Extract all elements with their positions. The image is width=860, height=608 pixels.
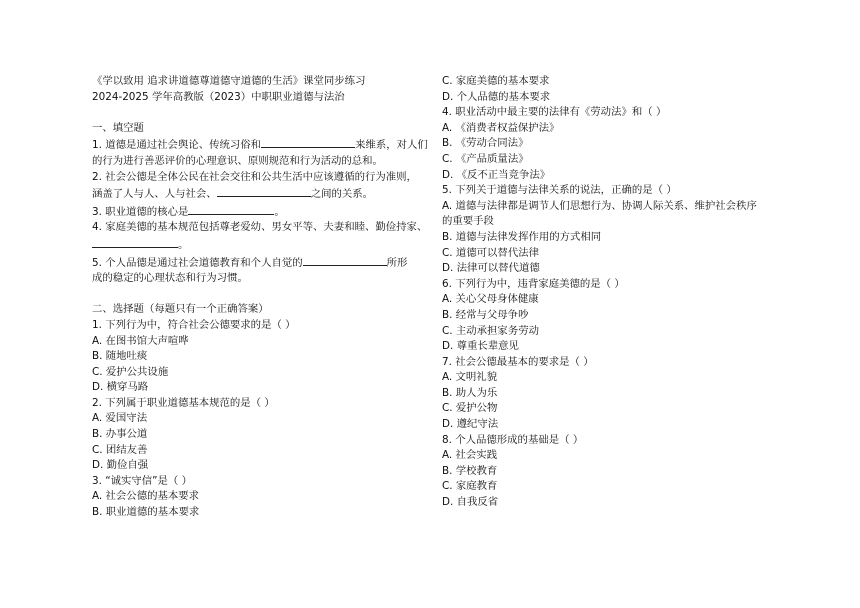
fill-question-2-cont: 涵盖了人与人、人与社会、 之间的关系。 — [92, 185, 422, 203]
choice-question-4: 4. 职业活动中最主要的法律有《劳动法》和（ ） — [442, 106, 667, 119]
choice-option[interactable]: A. 文明礼貌 — [442, 371, 498, 384]
fill-question-5: 5. 个人品德是通过社会道德教育和个人自觉的 所形 — [92, 254, 422, 272]
choice-question-8: 8. 个人品德形成的基础是（ ） — [442, 433, 584, 446]
left-column — [92, 74, 428, 521]
choice-option[interactable]: D. 个人品德的基本要求 — [442, 90, 551, 103]
fill-section-heading: 一、填空题 — [92, 121, 144, 134]
fill-question-4: 4. 家庭美德的基本规范包括尊老爱幼、男女平等、夫妻和睦、勤俭持家、 — [92, 221, 428, 234]
answer-blank[interactable] — [217, 185, 311, 197]
choice-option[interactable]: C. 爱护公物 — [442, 402, 498, 415]
fill-question-2: 2. 社会公德是全体公民在社会交往和公共生活中应该遵循的行为准则， — [92, 170, 417, 183]
choice-section-heading: 二、选择题（每题只有一个正确答案） — [92, 303, 269, 316]
choice-option[interactable]: A. 道德与法律都是调节人们思想行为、协调人际关系、维护社会秩序 — [442, 199, 757, 212]
choice-option[interactable]: B. 随地吐痰 — [92, 350, 148, 363]
choice-option[interactable]: D. 横穿马路 — [92, 381, 149, 394]
choice-option[interactable]: D. 遵纪守法 — [442, 418, 499, 431]
document-subtitle: 2024-2025 学年高教版（2023）中职职业道德与法治 — [92, 90, 345, 103]
fill-question-4-cont: 。 — [92, 236, 422, 254]
choice-option[interactable]: A. 社会实践 — [442, 449, 498, 462]
choice-option[interactable]: C. 家庭美德的基本要求 — [442, 75, 550, 87]
choice-option-cont: 的重要手段 — [442, 215, 494, 228]
choice-option[interactable]: D. 勤俭自强 — [92, 459, 149, 472]
choice-option[interactable]: C. 家庭教育 — [442, 480, 498, 493]
choice-option[interactable]: C. 爱护公共设施 — [92, 365, 169, 378]
choice-question-6: 6. 下列行为中，违背家庭美德的是（ ） — [442, 277, 625, 290]
fill-question-3: 3. 职业道德的核心是 。 — [92, 203, 422, 221]
choice-option[interactable]: D. 《反不正当竞争法》 — [442, 168, 551, 181]
choice-question-2: 2. 下列属于职业道德基本规范的是（ ） — [92, 396, 275, 409]
answer-blank[interactable] — [261, 136, 355, 148]
choice-option[interactable]: B. 学校教育 — [442, 464, 498, 477]
choice-option[interactable]: C. 《产品质量法》 — [442, 152, 529, 165]
choice-option[interactable]: B. 道德与法律发挥作用的方式相同 — [442, 230, 602, 243]
choice-option[interactable]: B. 职业道德的基本要求 — [92, 506, 200, 519]
choice-option[interactable]: C. 主动承担家务劳动 — [442, 324, 539, 337]
right-column — [442, 74, 782, 511]
choice-option[interactable]: B. 办事公道 — [92, 428, 148, 441]
choice-question-3: 3. “诚实守信”是（ ） — [92, 474, 193, 487]
choice-option[interactable]: A. 在图书馆大声喧哗 — [92, 334, 189, 347]
choice-option[interactable]: A. 关心父母身体健康 — [442, 293, 539, 306]
choice-option[interactable]: D. 自我反省 — [442, 496, 499, 509]
answer-blank[interactable] — [188, 203, 274, 215]
choice-question-7: 7. 社会公德最基本的要求是（ ） — [442, 355, 594, 368]
choice-option[interactable]: C. 道德可以替代法律 — [442, 246, 539, 259]
choice-option[interactable]: D. 法律可以替代道德 — [442, 262, 540, 275]
fill-question-5-cont: 成的稳定的心理状态和行为习惯。 — [92, 272, 248, 285]
choice-option[interactable]: D. 尊重长辈意见 — [442, 340, 519, 353]
answer-blank[interactable] — [92, 236, 178, 248]
choice-option[interactable]: A. 《消费者权益保护法》 — [442, 121, 560, 134]
fill-question-1-cont: 的行为进行善恶评价的心理意识、原则规范和行为活动的总和。 — [92, 154, 383, 167]
choice-option[interactable]: A. 社会公德的基本要求 — [92, 490, 200, 503]
choice-option[interactable]: A. 爱国守法 — [92, 412, 148, 425]
choice-option[interactable]: C. 团结友善 — [92, 443, 148, 456]
choice-option[interactable]: B. 《劳动合同法》 — [442, 137, 529, 150]
fill-question-1: 1. 道德是通过社会舆论、传统习俗和 来维系，对人们 — [92, 136, 422, 154]
answer-blank[interactable] — [303, 254, 387, 266]
choice-option[interactable]: B. 经常与父母争吵 — [442, 308, 529, 321]
choice-question-5: 5. 下列关于道德与法律关系的说法，正确的是（ ） — [442, 184, 677, 197]
choice-question-1: 1. 下列行为中，符合社会公德要求的是（ ） — [92, 318, 296, 331]
document-title: 《学以致用 追求讲道德尊道德守道德的生活》课堂同步练习 — [92, 75, 366, 87]
choice-option[interactable]: B. 助人为乐 — [442, 386, 498, 399]
